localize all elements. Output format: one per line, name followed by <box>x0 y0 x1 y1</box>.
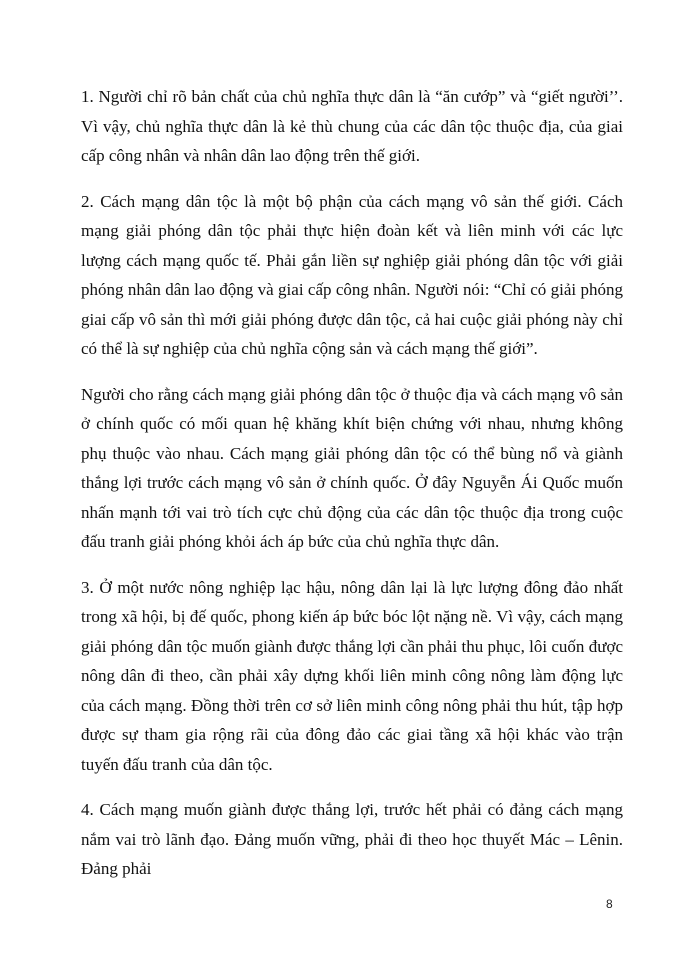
paragraph-point-4: 4. Cách mạng muốn giành được thắng lợi, trước hết phải có đảng cách mạng nắm vai trò lãnh đạo. Đảng muốn vững, phải đi theo học thuyết Mác – Lênin. Đảng phải <box>81 800 623 878</box>
paragraph-point-2-continued: Người cho rằng cách mạng giải phóng dân tộc ở thuộc địa và cách mạng vô sản ở chính quốc có mối quan hệ khăng khít biện chứng với nhau, nhưng không phụ thuộc vào nhau. Cách mạng giải phóng dân tộc có thể bùng nổ và giành thắng lợi trước cách mạng vô sản ở chính quốc. Ở đây Nguyễn Ái Quốc muốn nhấn mạnh tới vai trò tích cực chủ động của các dân tộc thuộc địa trong cuộc đấu tranh giải phóng khỏi ách áp bức của chủ nghĩa thực dân. <box>81 384 623 551</box>
page-number: 8 <box>606 897 613 911</box>
paragraph-point-1: 1. Người chỉ rõ bản chất của chủ nghĩa thực dân là “ăn cướp” và “giết người’’. Vì vậy, chủ nghĩa thực dân là kẻ thù chung của các dân tộc thuộc địa, của giai cấp công nhân và nhân dân lao động trên thế giới. <box>81 87 623 165</box>
paragraph-point-2: 2. Cách mạng dân tộc là một bộ phận của cách mạng vô sản thế giới. Cách mạng giải phóng dân tộc phải thực hiện đoàn kết và liên minh với các lực lượng cách mạng quốc tế. Phải gắn liền sự nghiệp giải phóng dân tộc với giải phóng nhân dân lao động và giai cấp công nhân. Người nói: “Chỉ có giải phóng giai cấp vô sản thì mới giải phóng được dân tộc, cả hai cuộc giải phóng này chỉ có thể là sự nghiệp của chủ nghĩa cộng sản và cách mạng thế giới”. <box>81 191 623 358</box>
paragraph-point-3: 3. Ở một nước nông nghiệp lạc hậu, nông dân lại là lực lượng đông đảo nhất trong xã hội, bị đế quốc, phong kiến áp bức bóc lột nặng nề. Vì vậy, cách mạng giải phóng dân tộc muốn giành được thắng lợi cần phải thu phục, lôi cuốn được nông dân đi theo, cần phải xây dựng khối liên minh công nông làm động lực của cách mạng. Đồng thời trên cơ sở liên minh công nông phải thu hút, tập hợp được sự tham gia rộng rãi của đông đảo các giai tầng xã hội khác vào trận tuyến đấu tranh của dân tộc. <box>81 577 623 774</box>
page-body <box>81 82 623 900</box>
